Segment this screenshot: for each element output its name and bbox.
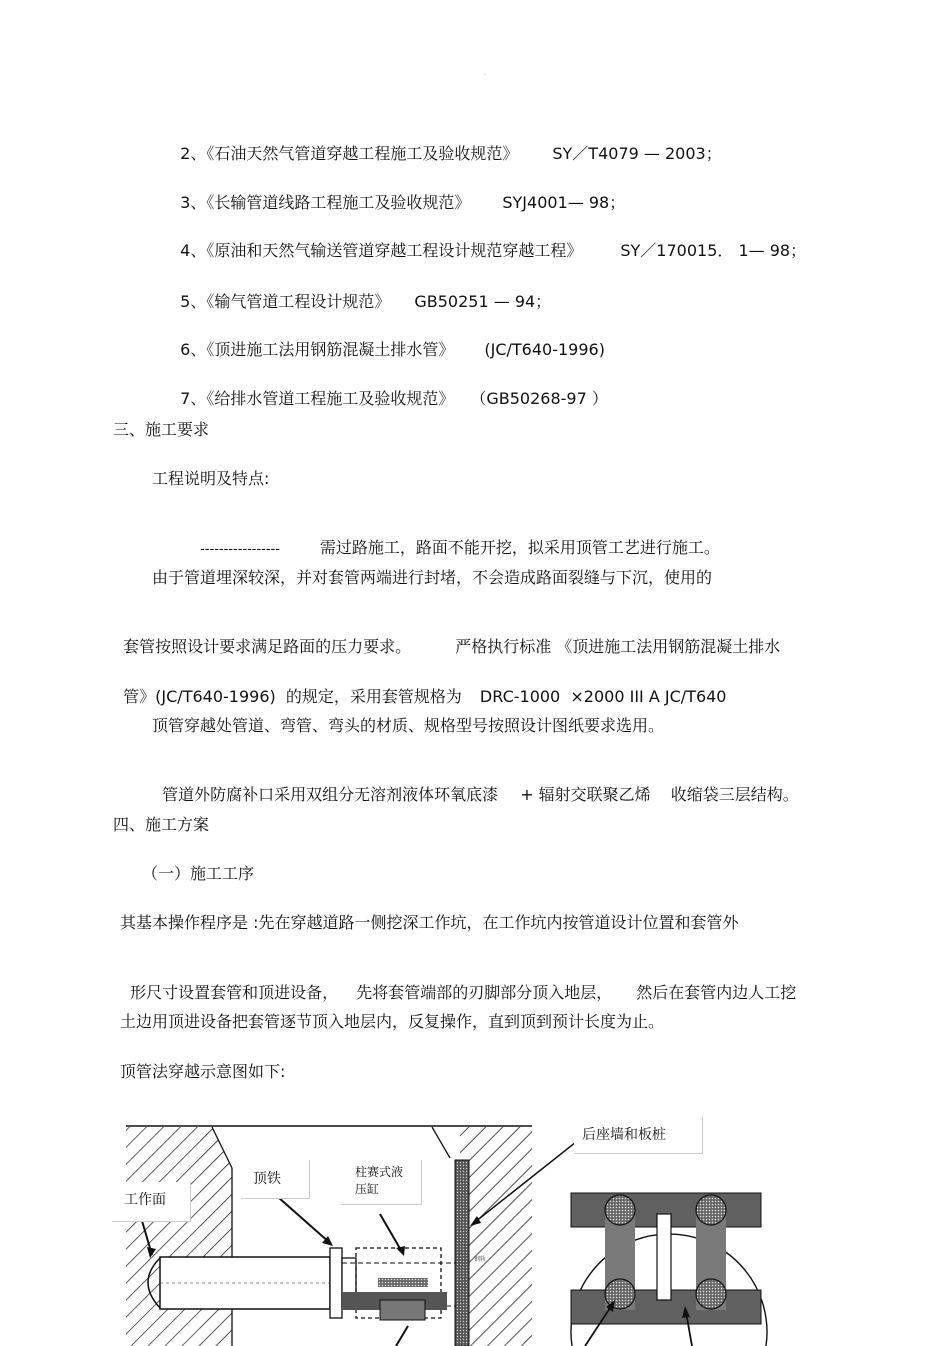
label-work-face: 工作面 — [112, 1182, 191, 1222]
label-cylinder-line1: 柱赛式液 — [355, 1165, 404, 1179]
p2-text-c: 管》(JC/T640-1996) 的规定，采用套管规格为 — [123, 687, 462, 706]
pit-edge — [432, 1127, 450, 1158]
ref-code: SY／170015． 1— 98； — [620, 241, 807, 260]
section4-heading: 四、施工方案 — [113, 815, 210, 834]
section-center-plate — [657, 1214, 671, 1300]
section4-p1-line3: 土边用顶进设备把套管逐节顶入地层内，反复操作，直到顶到预计长度为止。 — [120, 1012, 665, 1031]
ref-num: 6、 — [180, 340, 207, 359]
ref-title: 《顶进施工法用钢筋混凝土排水管》 — [206, 340, 455, 359]
rail-bottom-right — [696, 1279, 726, 1309]
arrowhead-cylinder — [396, 1246, 405, 1256]
label-jacking-iron: 顶铁 — [241, 1160, 310, 1199]
ref-num: 7、 — [180, 389, 207, 408]
p1-text: 需过路施工，路面不能开挖，拟采用顶管工艺进行施工。 — [319, 538, 720, 557]
label-tiny: 钢轨 — [474, 1256, 487, 1263]
ref-code: SY／T4079 — 2003； — [552, 144, 722, 163]
ref-code: (JC/T640-1996) — [484, 340, 605, 359]
piston-upper — [378, 1278, 428, 1287]
piston-mid — [380, 1300, 425, 1320]
ref-title: 《石油天然气管道穿越工程施工及验收规范》 — [206, 144, 519, 163]
arrow-cylinder — [380, 1214, 402, 1252]
p1-text-c: 然后在套管内边人工挖 — [636, 983, 797, 1002]
p4-text-a: 管道外防腐补口采用双组分无溶剂液体环氧底漆 — [162, 785, 499, 804]
ref-title: 《给排水管道工程施工及验收规范》 — [206, 389, 455, 408]
section3-subheading: 工程说明及特点: — [152, 469, 270, 488]
left-pit-wall — [200, 1127, 232, 1346]
back-wall — [455, 1160, 469, 1346]
p2-text-b: 严格执行标准 《顶进施工法用钢筋混凝土排水 — [455, 637, 781, 656]
ref-title: 《长输管道线路工程施工及验收规范》 — [206, 193, 471, 212]
ref-code: SYJ4001— 98； — [502, 193, 626, 212]
page-dot: · — [484, 72, 486, 79]
right-soil — [460, 1127, 532, 1346]
label-cylinder-line2: 压缸 — [355, 1182, 380, 1196]
ref-num: 4、 — [180, 241, 207, 260]
ref-code: （GB50268-97 ） — [478, 389, 608, 408]
section3-heading: 三、施工要求 — [113, 420, 210, 439]
arrow-bottom — [396, 1326, 408, 1346]
rail-top-right — [696, 1195, 726, 1225]
p4-text-c: 收缩袋三层结构。 — [670, 785, 799, 804]
ref-title: 《原油和天然气输送管道穿越工程设计规范穿越工程》 — [206, 241, 583, 260]
ref-num: 3、 — [180, 193, 207, 212]
p1-text-a: 形尺寸设置套管和顶进设备， — [130, 983, 339, 1002]
ref-num: 2、 — [180, 144, 207, 163]
section3-p3: 顶管穿越处管道、弯管、弯头的材质、规格型号按照设计图纸要求选用。 — [152, 716, 665, 735]
ref-title: 《输气管道工程设计规范》 — [206, 292, 391, 311]
section3-p2-line1: 由于管道埋深较深，并对套管两端进行封堵，不会造成路面裂缝与下沉，使用的 — [152, 568, 713, 587]
ref-num: 5、 — [180, 292, 207, 311]
label-back-wall: 后座墙和板桩 — [574, 1117, 703, 1154]
label-cylinder — [341, 1160, 422, 1205]
section4-p1-line1: 其基本操作程序是 :先在穿越道路一侧挖深工作坑，在工作坑内按管道设计位置和套管外 — [120, 913, 739, 932]
section4-subheading: （一）施工工序 — [142, 864, 255, 883]
section4-p2: 顶管法穿越示意图如下: — [120, 1062, 286, 1081]
p2-text-d: DRC-1000 ×2000 III A JC/T640 — [479, 687, 727, 706]
p4-text-b: + 辐射交联聚乙烯 — [520, 785, 651, 804]
jacking-iron — [330, 1248, 342, 1318]
rail-top-left — [605, 1195, 635, 1225]
left-soil — [126, 1127, 200, 1346]
p1-text-b: 先将套管端部的刃脚部分顶入地层， — [356, 983, 613, 1002]
p2-text-a: 套管按照设计要求满足路面的压力要求。 — [123, 637, 412, 656]
dash-run: ----------------- — [200, 542, 280, 557]
ref-code: GB50251 — 94； — [414, 292, 552, 311]
